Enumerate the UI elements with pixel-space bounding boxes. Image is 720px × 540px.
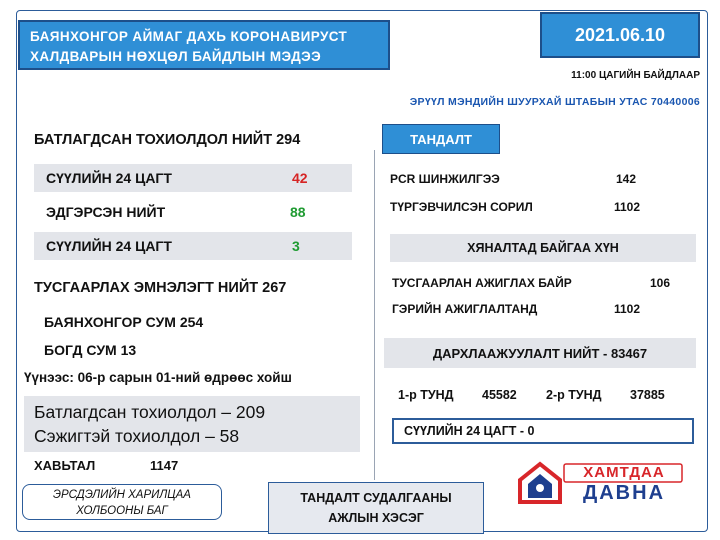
risk-line-2: ХОЛБООНЫ БАГ	[76, 505, 168, 517]
dose1-value: 45582	[482, 388, 517, 402]
row-value: 88	[290, 204, 306, 220]
soum-bogd: БОГД СУМ 13	[44, 342, 137, 358]
pcr-label: PCR ШИНЖИЛГЭЭ	[390, 172, 500, 186]
monitoring-header: ХЯНАЛТАД БАЙГАА ХҮН	[390, 234, 696, 262]
logo-text-top: ХАМТДАА	[583, 464, 665, 481]
pcr-value: 142	[616, 172, 637, 186]
home-monitoring-label: ГЭРИЙН АЖИГЛАЛТАНД	[392, 302, 538, 316]
report-title	[18, 20, 390, 70]
risk-line-1: ЭРСДЭЛИЙН ХАРИЛЦАА	[53, 489, 191, 501]
since-note: Үүнээс: 06-р сарын 01-ний өдрөөс хойш	[24, 370, 292, 385]
since-confirmed: Батлагдсан тохиолдол – 209	[34, 402, 266, 422]
time-note: 11:00 ЦАГИЙН БАЙДЛААР	[571, 70, 700, 81]
row-label: СҮҮЛИЙН 24 ЦАГТ	[46, 238, 172, 254]
rapid-test-label: ТҮРГЭВЧИЛСЭН СОРИЛ	[390, 200, 533, 214]
report-date: 2021.06.10	[540, 12, 700, 58]
team-line-2: АЖЛЫН ХЭСЭГ	[328, 511, 424, 525]
rapid-test-value: 1102	[614, 200, 641, 214]
isolation-facility-label: ТУСГААРЛАН АЖИГЛАХ БАЙР	[392, 276, 572, 290]
dose2-value: 37885	[630, 388, 665, 402]
tab-sampling: ТАНДАЛТ	[382, 124, 500, 154]
isolation-total: ТУСГААРЛАХ ЭМНЭЛЭГТ НИЙТ 267	[34, 280, 287, 296]
contacts-value: 1147	[150, 458, 179, 473]
row-label: ЭДГЭРСЭН НИЙТ	[46, 204, 166, 220]
main-frame	[16, 10, 708, 532]
hamtdaa-davna-logo	[516, 458, 686, 508]
row-label: СҮҮЛИЙН 24 ЦАГТ	[46, 170, 172, 186]
vaccination-last24: СҮҮЛИЙН 24 ЦАГТ - 0	[392, 418, 694, 444]
isolation-facility-value: 106	[650, 276, 671, 290]
since-suspected: Сэжигтэй тохиолдол – 58	[34, 426, 240, 446]
contacts-label: ХАВЬТАЛ	[34, 458, 96, 473]
row-value: 3	[292, 238, 300, 254]
column-divider	[374, 150, 375, 480]
logo-text-bottom: ДАВНА	[582, 482, 666, 504]
row-value: 42	[292, 170, 308, 186]
surveillance-team	[268, 482, 484, 534]
dose1-label: 1-р ТУНД	[398, 388, 454, 402]
since-breakdown	[24, 396, 360, 452]
risk-communication-team	[22, 484, 222, 520]
team-line-1: ТАНДАЛТ СУДАЛГААНЫ	[300, 491, 452, 505]
title-line-1: БАЯНХОНГОР АЙМАГ ДАХЬ КОРОНАВИРУСТ	[30, 29, 348, 44]
dose2-label: 2-р ТУНД	[546, 388, 602, 402]
soum-bayankhongor: БАЯНХОНГОР СУМ 254	[44, 314, 204, 330]
home-monitoring-value: 1102	[614, 302, 641, 316]
headquarters-phone-note: ЭРҮҮЛ МЭНДИЙН ШУУРХАЙ ШТАБЫН УТАС 70440006	[409, 96, 700, 108]
title-line-2: ХАЛДВАРЫН НӨХЦӨЛ БАЙДЛЫН МЭДЭЭ	[30, 49, 322, 64]
vaccination-total: ДАРХЛААЖУУЛАЛТ НИЙТ - 83467	[384, 338, 696, 368]
total-confirmed: БАТЛАГДСАН ТОХИОЛДОЛ НИЙТ 294	[34, 132, 301, 148]
